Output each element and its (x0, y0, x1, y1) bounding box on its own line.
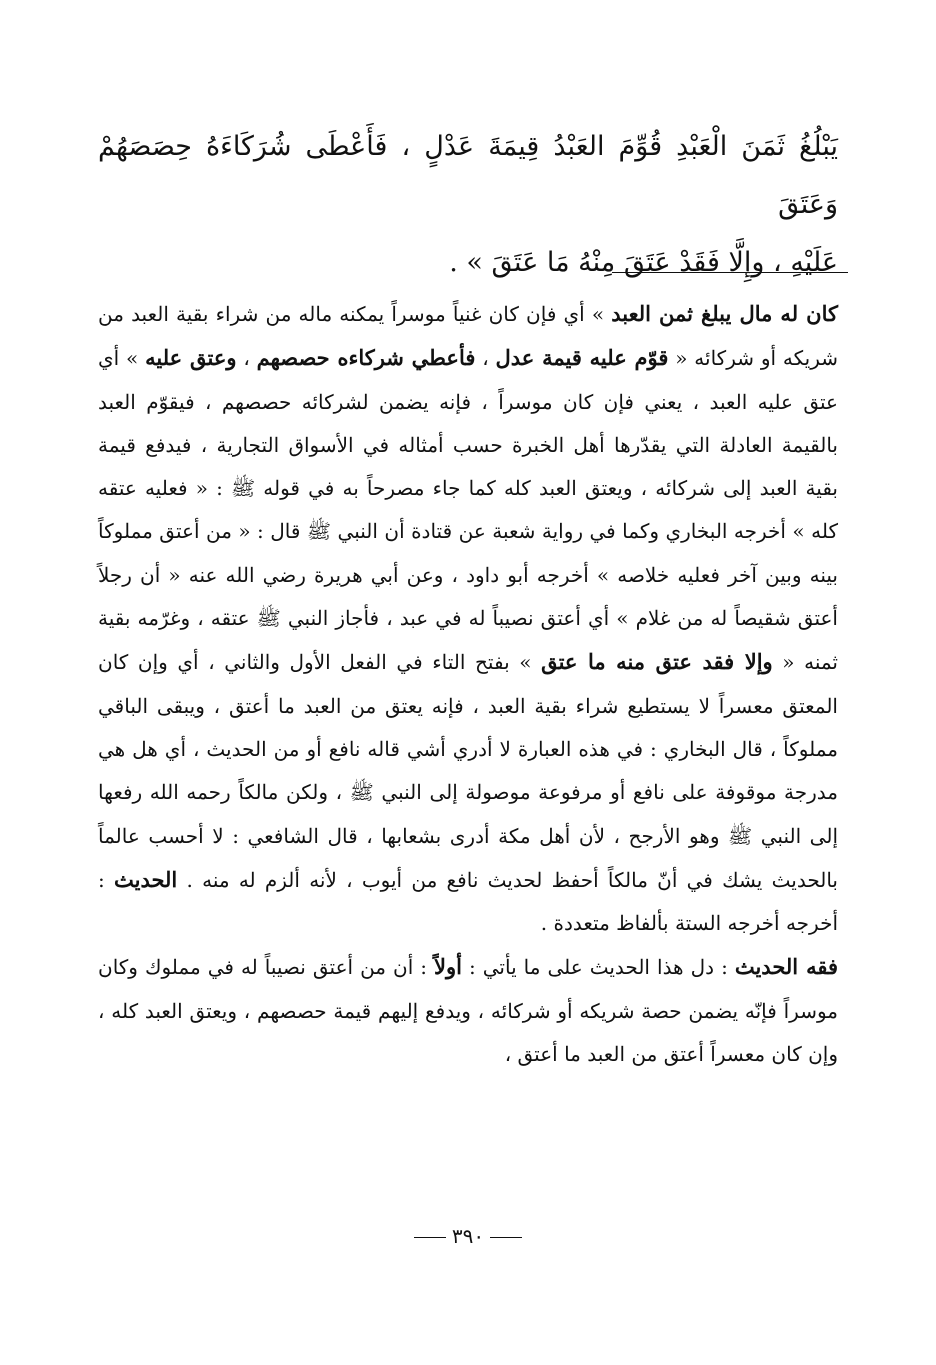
commentary-paragraph (98, 292, 838, 945)
page-number (0, 1224, 936, 1248)
paragraph-text: : أن من أعتق نصيباً له في مملوك وكان موسراً فإنّه يضمن حصة شريكه أو شركائه ، ويدفع إليهم قيمة حصصهم ، ويعتق العبد كله ، وإن كان معسراً أعتق من العبد ما أعتق ، (98, 955, 838, 1067)
hadith-line: يَبْلُغُ ثَمَنَ الْعَبْدِ قُوِّمَ العَبْدُ قِيمَةَ عَدْلٍ ، فَأَعْطَى شُرَكَاءَهُ حِصَصَهُمْ وَعَتَقَ (98, 131, 838, 220)
page-number-text: ٣٩٠ (451, 1224, 485, 1248)
page-number-dash (414, 1237, 446, 1238)
hadith-line: عَلَيْهِ ، وإِلَّا فَقَدْ عَتَقَ مِنْهُ مَا عَتَقَ » . (449, 247, 838, 278)
bold-phrase: وإلا فقد عتق منه ما عتق (541, 649, 773, 675)
paragraph-text: : أخرجه أخرجه الستة بألفاظ متعددة . (98, 867, 838, 936)
fiqh-paragraph (98, 945, 838, 1076)
bold-phrase: كان له مال يبلغ ثمن العبد (611, 301, 838, 326)
hadith-text (98, 118, 838, 292)
page-number-dash (490, 1237, 522, 1238)
paragraph-text: » أي عتق عليه العبد ، يعني فإن كان موسراً ، فإنه يضمن لشركائه حصصهم ، فيقوّم العبد بالقيمة العادلة التي يقدّرها أهل الخبرة حسب أمثاله في الأسواق التجارية ، فيدفع قيمة بقية العبد إلى شركائه ، ويعتق العبد كله كما جاء مصرحاً به في قوله ﷺ : « فعليه عتقه كله » أخرجه البخاري وكما في رواية شعبة عن قتادة أن النبي ﷺ قال : « من أعتق مملوكاً بينه وبين آخر فعليه خلاصه » أخرجه أبو داود ، وعن أبي هريرة رضي الله عنه « أن رجلاً أعتق شقيصاً له من غلام » أي أعتق نصيباً له في عبد ، فأجاز النبي ﷺ عتقه ، وغرّمه بقية ثمنه « (98, 346, 839, 675)
bold-phrase: فأعطي شركاءه حصصهم (256, 345, 476, 371)
bold-phrase: قوّم عليه قيمة عدل (495, 345, 669, 371)
paragraph-text: » بفتح التاء في الفعل الأول والثاني ، أي وإن كان المعتق معسراً لا يستطيع شراء بقية العبد ، فإنه يعتق من العبد ما أعتق ، ويبقى الباقي مملوكاً ، قال البخاري : في هذه العبارة لا أدري أشي قاله نافع أو من الحديث ، أي هل هي مدرجة موقوفة على نافع أو مرفوعة موصولة إلى النبي ﷺ ، ولكن مالكاً رحمه الله رفعها إلى النبي ﷺ وهو الأرجح ، لأن أهل مكة أدرى بشعابها ، قال الشافعي : لا أحسب عالماً بالحديث يشك في أنّ مالكاً أحفظ لحديث نافع من أيوب ، لأنه ألزم له منه . (98, 650, 839, 892)
bold-phrase: الحديث (113, 866, 178, 892)
paragraph-text: » أي فإن كان غنياً موسراً يمكنه ماله من شراء بقية العبد من شريكه أو شركائه « (98, 302, 838, 371)
section-heading: فقه الحديث (734, 954, 838, 980)
paragraph-text: : دل هذا الحديث على ما يأتي : (462, 955, 735, 980)
commentary (98, 292, 838, 1076)
bold-phrase: وعتق عليه (145, 345, 237, 371)
point-label: أولاً (434, 954, 462, 980)
paragraph-text: ، (475, 346, 496, 371)
footnote-separator (612, 272, 848, 273)
paragraph-text: ، (236, 346, 257, 371)
